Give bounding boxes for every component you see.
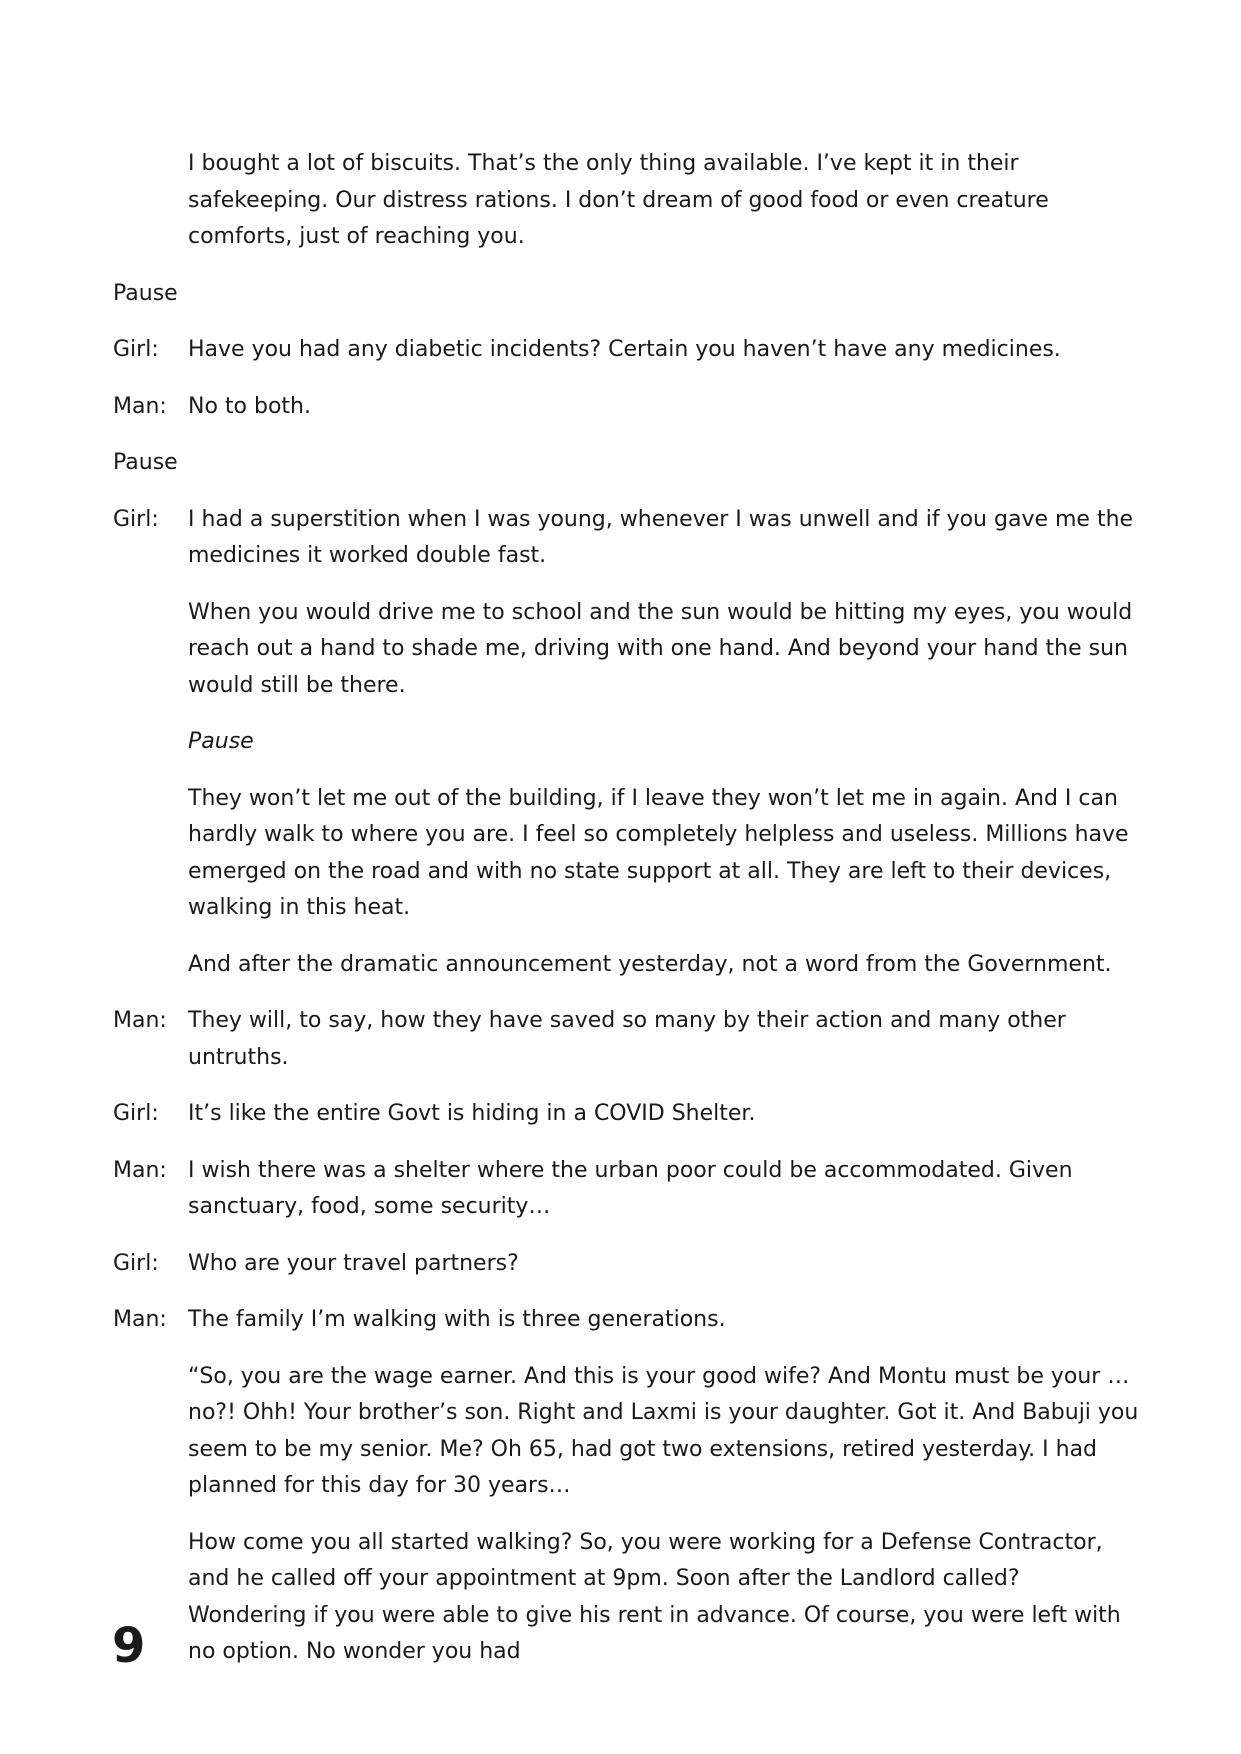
speaker-label: Man: bbox=[113, 1008, 167, 1033]
script-page bbox=[113, 146, 1143, 1691]
speaker-label: Girl: bbox=[113, 506, 159, 532]
dialogue-block bbox=[113, 146, 1143, 256]
dialogue-text: It’s like the entire Govt is hiding in a COVID Shelter. bbox=[188, 1101, 756, 1126]
dialogue-block bbox=[113, 389, 1143, 426]
dialogue-block bbox=[113, 724, 1143, 761]
dialogue-block bbox=[113, 1153, 1143, 1226]
dialogue-text: The family I’m walking with is three generations. bbox=[188, 1307, 726, 1332]
dialogue-text: I wish there was a shelter where the urban poor could be accommodated. Given sanctuary, food, some security… bbox=[188, 1157, 1073, 1219]
dialogue-block bbox=[113, 332, 1143, 369]
dialogue-block bbox=[113, 595, 1143, 705]
dialogue-text: They will, to say, how they have saved so many by their action and many other untruths. bbox=[188, 1008, 1066, 1070]
speaker-label: Man: bbox=[113, 393, 167, 419]
page-number: 9 bbox=[112, 1618, 146, 1674]
dialogue-block bbox=[113, 1525, 1143, 1671]
dialogue-block bbox=[113, 502, 1143, 575]
dialogue-text: “So, you are the wage earner. And this is your good wife? And Montu must be your …no?! Ohh! Your brother’s son. Right and Laxmi is your daughter. Got it. And Babuji you seem to be my senior. Me? Oh 65, had got two extensions, retired yesterday. I had planned for this day for 30 years… bbox=[188, 1363, 1139, 1498]
speaker-label: Man: bbox=[113, 1157, 167, 1183]
dialogue-text: No to both. bbox=[188, 393, 311, 419]
dialogue-block bbox=[113, 947, 1143, 984]
speaker-label: Girl: bbox=[113, 337, 159, 362]
dialogue-block bbox=[113, 1246, 1143, 1283]
dialogue-text: How come you all started walking? So, you were working for a Defense Contractor, and he called off your appointment at 9pm. Soon after the Landlord called? Wondering if you were able to give his rent in advance. Of course, you were left with no option. No wonder you had bbox=[188, 1529, 1121, 1664]
dialogue-text: I had a superstition when I was young, whenever I was unwell and if you gave me the medicines it worked double fast. bbox=[188, 506, 1134, 568]
dialogue-block bbox=[113, 1302, 1143, 1339]
dialogue-text: Who are your travel partners? bbox=[188, 1250, 519, 1276]
speaker-label: Girl: bbox=[113, 1101, 159, 1126]
dialogue-text: When you would drive me to school and the sun would be hitting my eyes, you would reach out a hand to shade me, driving with one hand. And beyond your hand the sun would still be there. bbox=[188, 599, 1133, 698]
dialogue-text: They won’t let me out of the building, if I leave they won’t let me in again. And I can hardly walk to where you are. I feel so completely helpless and useless. Millions have emerged on the road and with no state support at all. They are left to their devices, walking in this heat. bbox=[188, 785, 1129, 920]
dialogue-text: And after the dramatic announcement yesterday, not a word from the Government. bbox=[188, 951, 1112, 977]
dialogue-text: Have you had any diabetic incidents? Certain you haven’t have any medicines. bbox=[188, 337, 1061, 362]
inline-stage-direction: Pause bbox=[188, 729, 254, 754]
dialogue-block bbox=[113, 1359, 1143, 1505]
dialogue-block bbox=[113, 1096, 1143, 1133]
speaker-label: Girl: bbox=[113, 1250, 159, 1276]
stage-direction: Pause bbox=[113, 280, 178, 306]
dialogue-block bbox=[113, 781, 1143, 927]
stage-direction: Pause bbox=[113, 450, 178, 475]
speaker-label: Man: bbox=[113, 1307, 167, 1332]
dialogue-text: I bought a lot of biscuits. That’s the only thing available. I’ve kept it in their safekeeping. Our distress rations. I don’t dream of good food or even creature comforts, just of reaching you. bbox=[188, 151, 1049, 249]
dialogue-block bbox=[113, 1003, 1143, 1076]
